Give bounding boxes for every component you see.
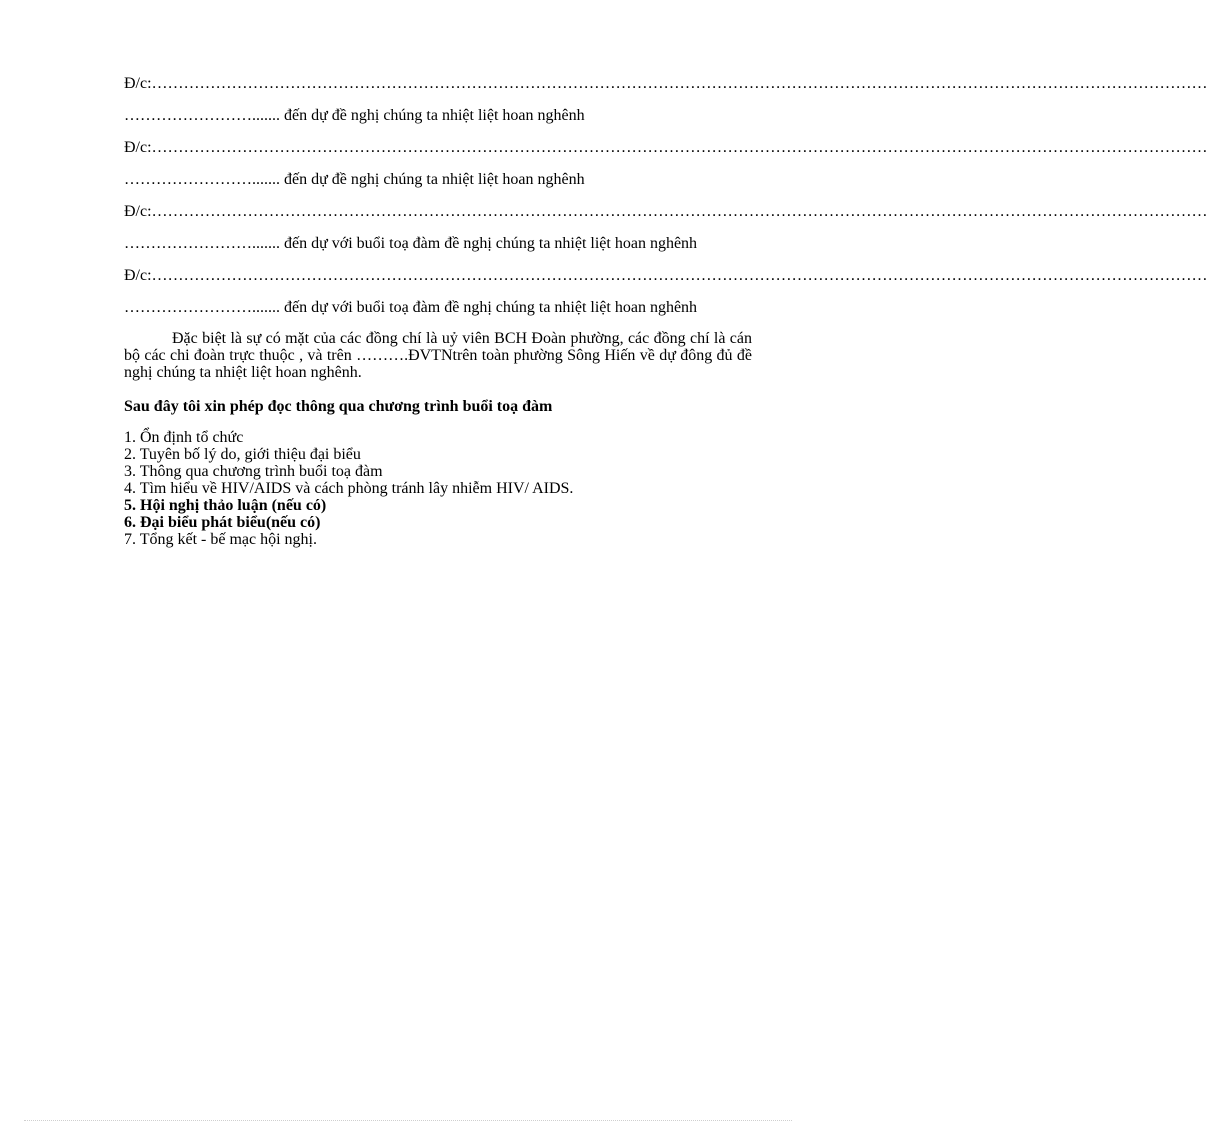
delegate-line xyxy=(124,138,1208,158)
agenda-list xyxy=(124,429,752,548)
delegate-label: Đ/c: xyxy=(124,203,152,220)
invitation-text: ……………………....... đến dự đề nghị chúng ta nhiệt liệt hoan nghênh xyxy=(124,107,585,124)
agenda-item: 7. Tổng kết - bế mạc hội nghị. xyxy=(124,531,317,548)
invitation-block xyxy=(124,202,1208,252)
agenda-item: 6. Đại biểu phát biểu(nếu có) xyxy=(124,514,321,531)
agenda-heading: Sau đây tôi xin phép đọc thông qua chương trình buổi toạ đàm xyxy=(124,398,553,415)
agenda-item: 4. Tìm hiểu về HIV/AIDS và cách phòng tránh lây nhiễm HIV/ AIDS. xyxy=(124,480,574,497)
delegate-label: Đ/c: xyxy=(124,75,152,92)
special-thanks-paragraph: Đặc biệt là sự có mặt của các đồng chí là uỷ viên BCH Đoàn phường, các đồng chí là cán bộ các chi đoàn trực thuộc , và trên ……….ĐVTNtrên toàn phường Sông Hiến về dự đông đủ đề nghị chúng ta nhiệt liệt hoan nghênh. xyxy=(124,330,752,381)
delegate-dots: ……………………………………………………………………………………………………………………………………………………………………………… xyxy=(151,75,1208,92)
invitation-block xyxy=(124,266,1208,316)
agenda-item: 2. Tuyên bố lý do, giới thiệu đại biểu xyxy=(124,446,361,463)
document-page xyxy=(124,74,1208,548)
delegate-line xyxy=(124,266,1208,286)
invitation-text: ……………………....... đến dự với buổi toạ đàm đề nghị chúng ta nhiệt liệt hoan nghênh xyxy=(124,299,698,316)
delegate-line xyxy=(124,202,1208,222)
delegate-line xyxy=(124,74,1208,94)
agenda-item: 1. Ổn định tổ chức xyxy=(124,429,244,446)
page-bottom-divider xyxy=(24,1120,792,1121)
delegate-dots: ……………………………………………………………………………………………………………………………………………………………………………… xyxy=(151,203,1208,220)
invitation-block xyxy=(124,74,1208,124)
invitation-text: ……………………....... đến dự với buổi toạ đàm đề nghị chúng ta nhiệt liệt hoan nghênh xyxy=(124,235,698,252)
delegate-label: Đ/c: xyxy=(124,267,152,284)
delegate-dots: ……………………………………………………………………………………………………………………………………………………………………………… xyxy=(151,267,1208,284)
agenda-item: 5. Hội nghị thảo luận (nếu có) xyxy=(124,497,327,514)
delegate-label: Đ/c: xyxy=(124,139,152,156)
invitation-text: ……………………....... đến dự đề nghị chúng ta nhiệt liệt hoan nghênh xyxy=(124,171,585,188)
agenda-item: 3. Thông qua chương trình buổi toạ đàm xyxy=(124,463,383,480)
delegate-dots: ……………………………………………………………………………………………………………………………………………………………………………… xyxy=(151,139,1208,156)
invitation-block xyxy=(124,138,1208,188)
